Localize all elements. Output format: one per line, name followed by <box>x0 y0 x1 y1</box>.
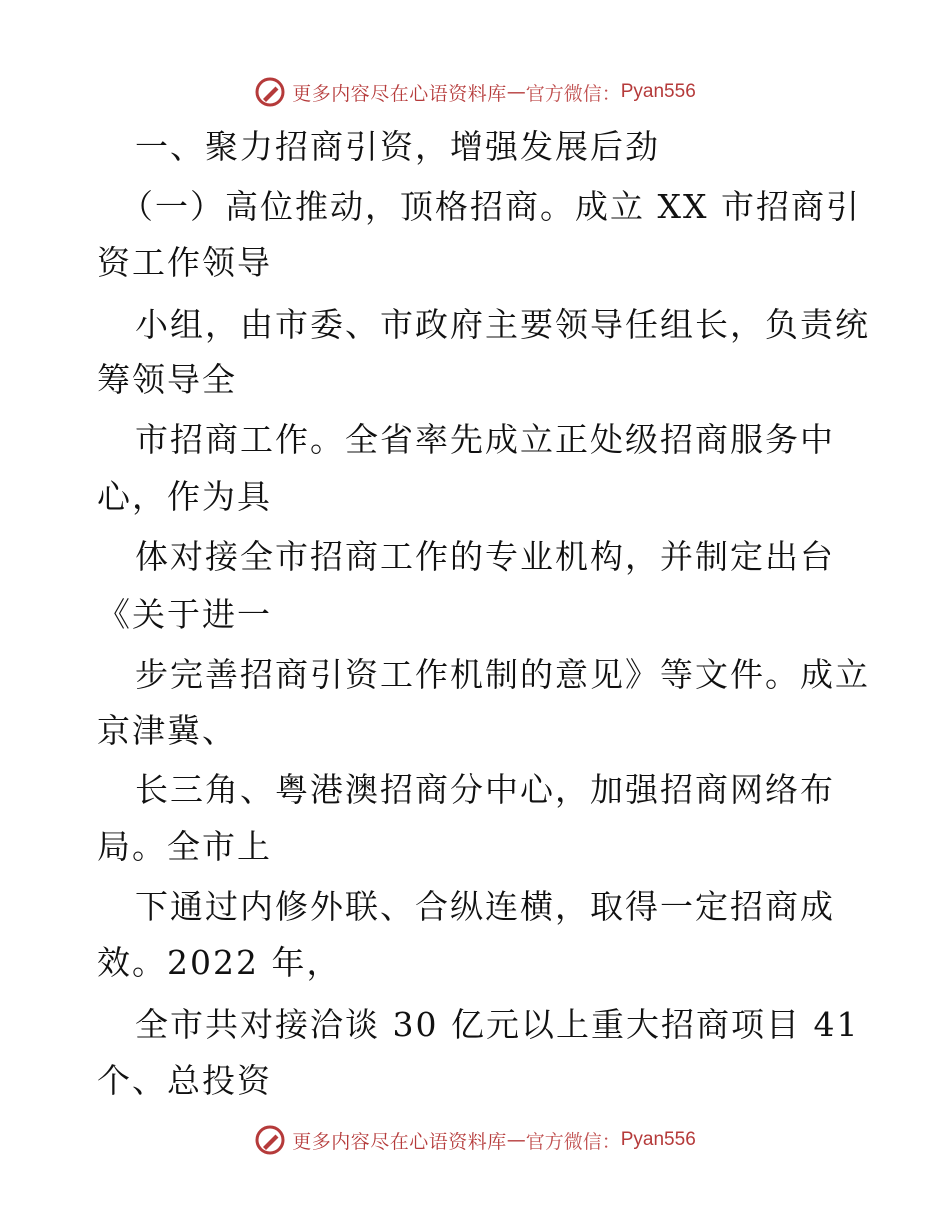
watermark-wechat-id: Pyan556 <box>620 81 696 102</box>
paragraph-line: 京津冀、 <box>97 711 237 750</box>
paragraph-line: 效。2022 年， <box>97 943 342 982</box>
paragraph-line: 筹领导全 <box>97 360 237 399</box>
footer-watermark <box>0 1120 950 1160</box>
paragraph-line: 《关于进一 <box>97 595 272 634</box>
pen-circle-logo-icon <box>254 76 286 108</box>
watermark-separator: — <box>506 1129 526 1151</box>
paragraph-line: 体对接全市招商工作的专业机构，并制定出台 <box>135 537 835 576</box>
paragraph-line: 心，作为具 <box>97 477 272 516</box>
paragraph-line: 下通过内修外联、合纵连横，取得一定招商成 <box>135 887 835 926</box>
header-watermark <box>0 72 950 112</box>
watermark-sub-text: 官方微信： <box>525 1130 621 1153</box>
heading-line: 一、聚力招商引资，增强发展后劲 <box>135 127 660 166</box>
paragraph-line: 步完善招商引资工作机制的意见》等文件。成立 <box>135 655 870 694</box>
paragraph-line: 长三角、粤港澳招商分中心，加强招商网络布 <box>135 770 835 809</box>
paragraph-line: 小组，由市委、市政府主要领导任组长，负责统 <box>135 305 870 344</box>
paragraph-line: 个、总投资 <box>97 1061 272 1100</box>
paragraph-line: （一）高位推动，顶格招商。成立 XX 市招商引 <box>120 187 861 226</box>
paragraph-line: 市招商工作。全省率先成立正处级招商服务中 <box>135 420 835 459</box>
paragraph-line: 资工作领导 <box>97 243 272 282</box>
watermark-separator: — <box>506 81 526 103</box>
paragraph-line: 局。全市上 <box>97 827 272 866</box>
watermark-wechat-id: Pyan556 <box>620 1129 696 1150</box>
watermark-main-text: 更多内容尽在心语资料库 <box>292 82 507 105</box>
watermark-sub-text: 官方微信： <box>525 82 621 105</box>
paragraph-line: 全市共对接洽谈 30 亿元以上重大招商项目 41 <box>135 1005 860 1044</box>
watermark-main-text: 更多内容尽在心语资料库 <box>292 1130 507 1153</box>
pen-circle-logo-icon <box>254 1124 286 1156</box>
